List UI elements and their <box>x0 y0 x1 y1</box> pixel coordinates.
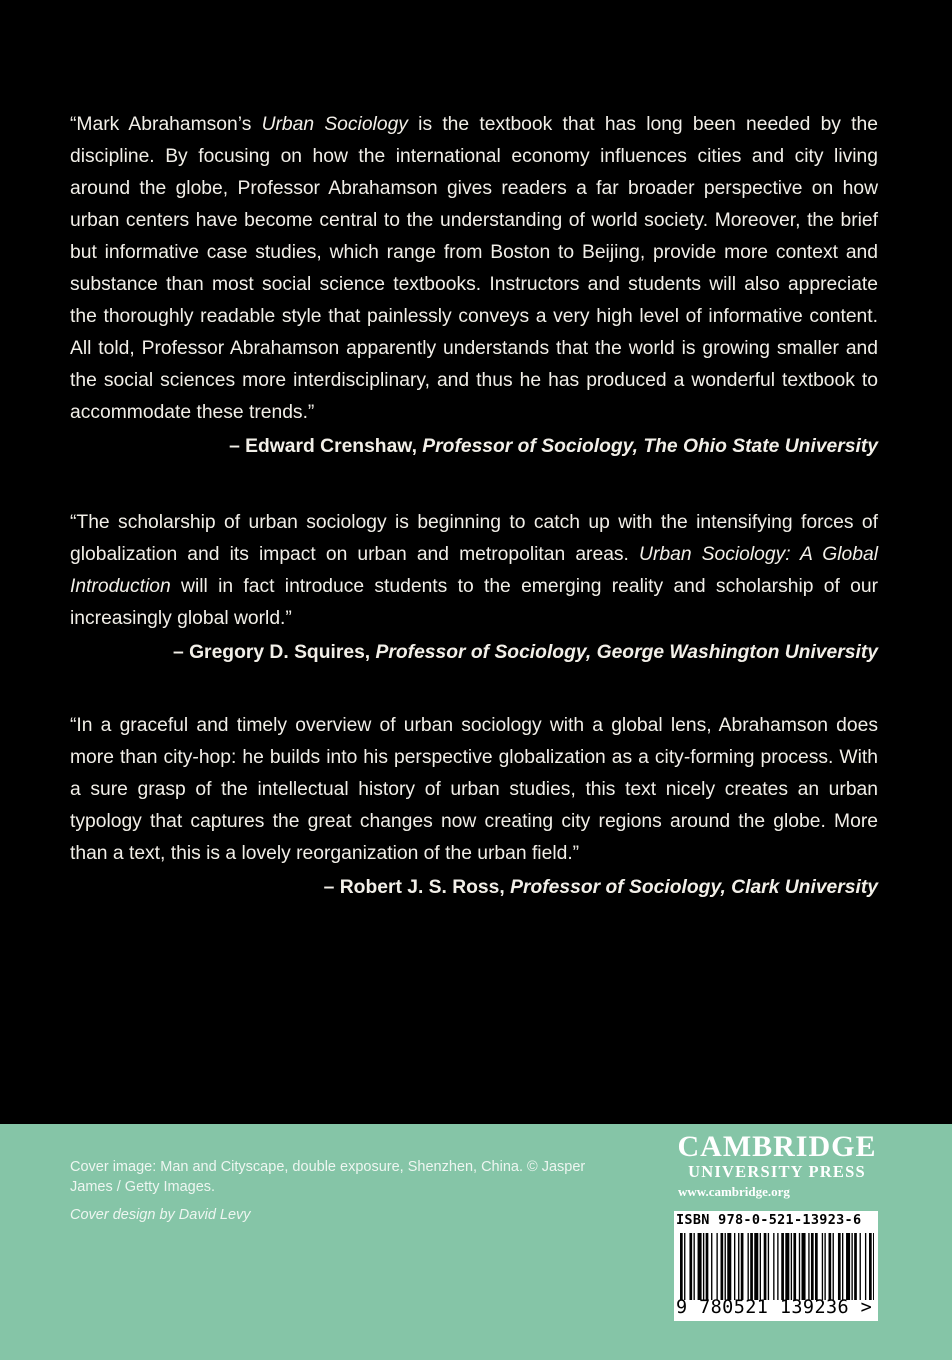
publisher-logo <box>676 1131 878 1203</box>
publisher-subtitle: UNIVERSITY PRESS <box>688 1162 866 1181</box>
endorsements <box>70 109 878 904</box>
endorsement-quote-3 <box>70 710 878 870</box>
endorsement-quote-1 <box>70 109 878 429</box>
quote-2-book-title: Urban Sociology: A Global Introduction <box>70 544 878 597</box>
cover-image-credit: Cover image: Man and Cityscape, double exposure, Shenzhen, China. © Jasper James / Getty Images. <box>70 1159 586 1195</box>
publisher-name: CAMBRIDGE <box>677 1130 877 1163</box>
attribution-3-title: Professor of Sociology, Clark University <box>510 877 878 898</box>
barcode-bars <box>680 1233 874 1300</box>
attribution-1-title: Professor of Sociology, The Ohio State University <box>422 436 878 457</box>
cover-design-credit: Cover design by David Levy <box>70 1207 251 1223</box>
isbn-label: ISBN 978-0-521-13923-6 <box>676 1212 862 1228</box>
attribution-1-name: – Edward Crenshaw, <box>229 436 423 457</box>
attribution-2-title: Professor of Sociology, George Washington University <box>375 642 878 663</box>
attribution-2-name: – Gregory D. Squires, <box>172 642 376 663</box>
endorsement-attribution-1 <box>70 431 878 463</box>
barcode-digits: 9 780521 139236 > <box>676 1297 873 1318</box>
isbn-barcode <box>674 1211 878 1321</box>
publisher-website: www.cambridge.org <box>678 1184 790 1199</box>
quote-3-text: “In a graceful and timely overview of urban sociology with a global lens, Abrahamson does more than city-hop: he builds into his perspective globalization as a city-forming process. With a sure grasp of the intellectual history of urban studies, this text nicely creates an urban typology that captures the great changes now creating city regions around the globe. More than a text, this is a lovely reorganization of the urban field.” <box>70 715 878 864</box>
endorsement-attribution-2 <box>70 637 878 669</box>
quote-2-text-a: “The scholarship of urban sociology is beginning to catch up with the intensifying forces of globalization and its impact on urban and metropolitan areas. <box>70 512 878 565</box>
endorsement-attribution-3 <box>70 872 878 904</box>
attribution-3-name: – Robert J. S. Ross, <box>323 877 511 898</box>
quote-1-text-a: “Mark Abrahamson’s <box>70 114 262 135</box>
endorsement-quote-2 <box>70 507 878 635</box>
quote-2-text-b: will in fact introduce students to the emerging reality and scholarship of our increasingly global world.” <box>70 576 878 629</box>
quote-1-book-title: Urban Sociology <box>261 114 408 135</box>
quote-1-text-b: is the textbook that has long been needed by the discipline. By focusing on how the international economy influences cities and city living around the globe, Professor Abrahamson gives readers a far broader perspective on how urban centers have become central to the understanding of world society. Moreover, the brief but informative case studies, which range from Boston to Beijing, provide more context and substance than most social science textbooks. Instructors and students will also appreciate the thoroughly readable style that painlessly conveys a very high level of informative content. All told, Professor Abrahamson apparently understands that the world is growing smaller and the social sciences more interdisciplinary, and thus he has produced a wonderful textbook to accommodate these trends.” <box>70 114 878 423</box>
